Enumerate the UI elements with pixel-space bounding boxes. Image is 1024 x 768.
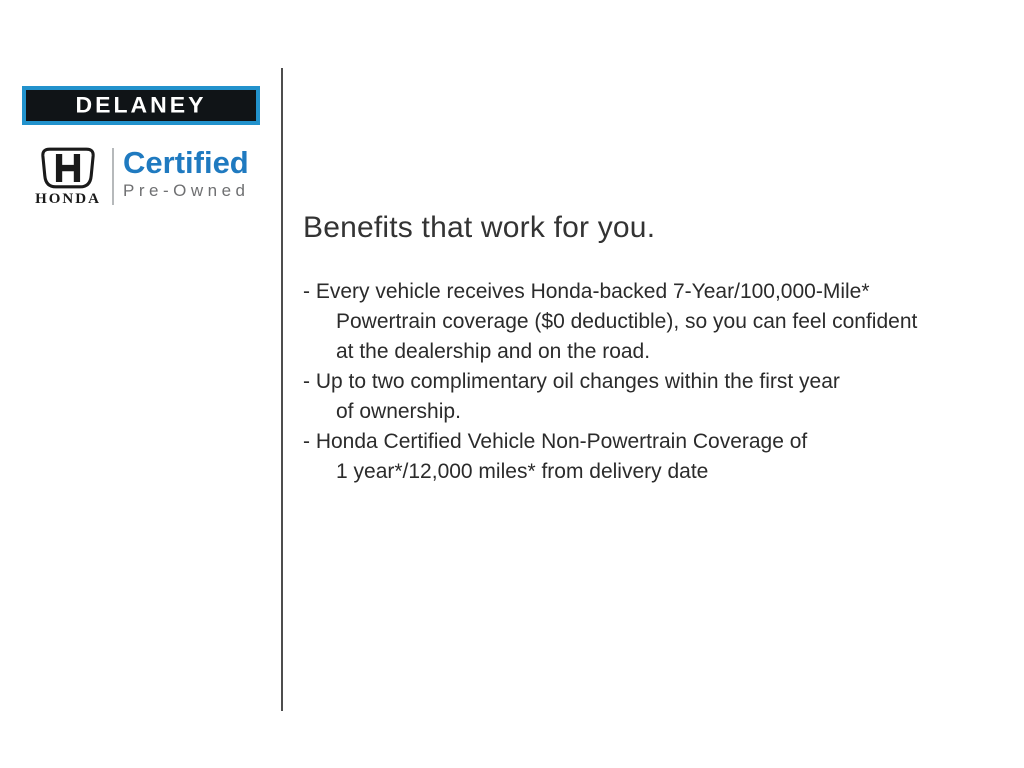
certified-label: Certified	[123, 145, 249, 180]
honda-h-icon	[39, 146, 97, 190]
honda-certified-preowned-logo	[31, 146, 249, 208]
benefit-line: Powertrain coverage ($0 deductible), so you can feel confident	[336, 310, 918, 333]
benefit-line: - Up to two complimentary oil changes within the first year	[303, 370, 840, 393]
honda-mark	[31, 146, 105, 208]
cpo-text	[123, 146, 249, 208]
benefit-line: - Honda Certified Vehicle Non-Powertrain Coverage of	[303, 430, 808, 453]
benefit-line: at the dealership and on the road.	[336, 340, 651, 363]
page-title: Benefits that work for you.	[303, 211, 656, 244]
benefit-line: of ownership.	[336, 400, 461, 423]
preowned-label: Pre-Owned	[123, 181, 250, 200]
logo-divider	[112, 148, 114, 205]
vertical-divider	[281, 68, 283, 711]
benefit-line: 1 year*/12,000 miles* from delivery date	[336, 460, 709, 483]
benefit-line: - Every vehicle receives Honda-backed 7-Year/100,000-Mile*	[303, 280, 870, 303]
benefits-list	[303, 277, 1023, 487]
content-area	[303, 210, 1023, 487]
delaney-logo	[22, 86, 260, 125]
honda-wordmark: HONDA	[35, 191, 101, 207]
delaney-logo-text: DELANEY	[75, 92, 207, 118]
